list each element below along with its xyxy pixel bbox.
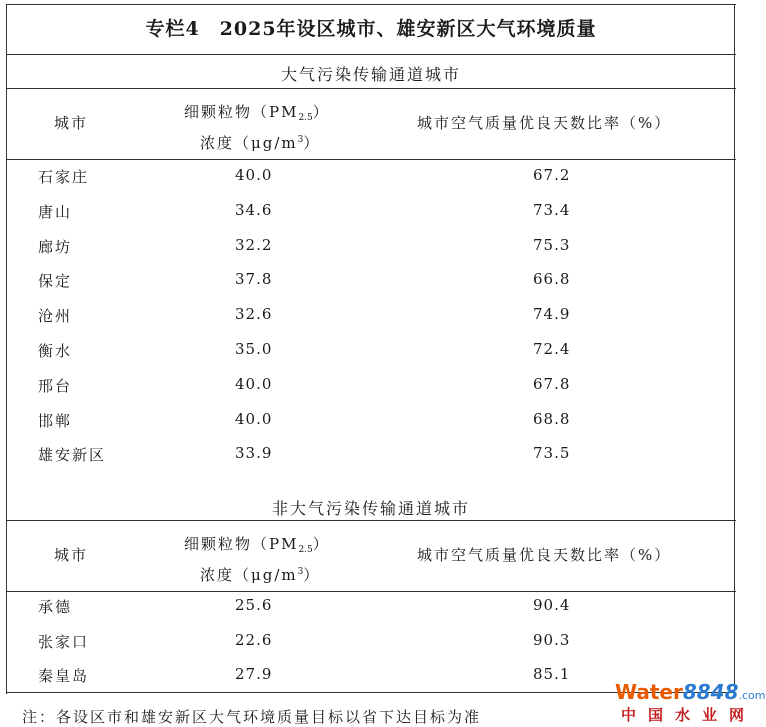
section2-heading: 非大气污染传输通道城市 xyxy=(271,499,470,518)
row-city: 沧州 xyxy=(38,307,73,326)
rule-right xyxy=(734,4,735,694)
rule-top xyxy=(6,4,736,5)
rule-below-section2-header xyxy=(6,591,736,592)
row-pm25: 32.6 xyxy=(235,305,273,324)
row-pm25: 25.6 xyxy=(235,596,273,614)
row-rate: 68.8 xyxy=(533,409,571,428)
row-city: 秦皇岛 xyxy=(38,667,90,685)
footnote: 注：各设区市和雄安新区大气环境质量目标以省下达目标为准 xyxy=(22,708,482,726)
watermark-part1: Water xyxy=(615,680,683,704)
row-rate: 90.4 xyxy=(533,596,571,614)
row-rate: 72.4 xyxy=(533,340,571,358)
rule-below-title xyxy=(6,54,736,55)
rule-below-section1-header xyxy=(6,159,736,160)
watermark-part3: .com xyxy=(738,689,766,702)
row-pm25: 33.9 xyxy=(235,444,273,463)
section1-header-city: 城市 xyxy=(54,114,89,132)
row-city: 唐山 xyxy=(38,202,73,221)
row-city: 邢台 xyxy=(38,376,73,395)
row-city: 雄安新区 xyxy=(38,446,107,465)
row-rate: 67.8 xyxy=(533,374,571,393)
row-pm25: 40.0 xyxy=(235,374,273,393)
row-rate: 67.2 xyxy=(533,166,571,184)
row-rate: 74.9 xyxy=(533,305,571,324)
section2-header-pm: 细颗粒物$(PM_{2.5})$ 浓度$(\mu g/m^3)$ xyxy=(184,535,330,584)
row-city: 邯郸 xyxy=(38,411,73,430)
section2-header-rate: 城市空气质量优良天数比率（%） xyxy=(417,546,672,564)
row-city: 石家庄 xyxy=(38,168,90,186)
row-rate: 66.8 xyxy=(533,270,571,289)
row-pm25: 35.0 xyxy=(235,340,273,358)
row-rate: 85.1 xyxy=(533,665,571,683)
row-pm25: 22.6 xyxy=(235,630,273,649)
section1-header-pm: 细颗粒物$(PM_{2.5})$ 浓度$(\mu g/m^3)$ xyxy=(184,103,330,152)
row-city: 衡水 xyxy=(38,342,73,360)
row-pm25: 40.0 xyxy=(235,166,273,184)
rule-below-section1-heading xyxy=(6,88,736,89)
section1-heading: 大气污染传输通道城市 xyxy=(280,65,461,84)
watermark-cn: 中国水业网 xyxy=(621,706,757,724)
row-city: 保定 xyxy=(38,272,73,291)
table-frame xyxy=(6,4,736,694)
row-pm25: 32.2 xyxy=(235,235,273,254)
rule-below-section2-heading xyxy=(6,520,736,521)
watermark-logo xyxy=(615,680,766,724)
rule-left xyxy=(6,4,7,694)
section2-header-city: 城市 xyxy=(54,546,89,564)
row-pm25: 40.0 xyxy=(235,409,273,428)
row-pm25: 34.6 xyxy=(235,200,273,219)
row-rate: 75.3 xyxy=(533,235,571,254)
row-rate: 73.4 xyxy=(533,200,571,219)
row-city: 张家口 xyxy=(38,632,90,651)
watermark-part2: 8848 xyxy=(682,680,739,704)
row-pm25: 27.9 xyxy=(235,665,273,683)
row-rate: 73.5 xyxy=(533,444,571,463)
row-city: 承德 xyxy=(38,598,73,616)
section1-header-rate: 城市空气质量优良天数比率（%） xyxy=(417,114,672,132)
row-pm25: 37.8 xyxy=(235,270,273,289)
row-city: 廊坊 xyxy=(38,237,73,256)
row-rate: 90.3 xyxy=(533,630,571,649)
table-title: 专栏4 2025年设区城市、雄安新区大气环境质量 xyxy=(145,18,597,40)
